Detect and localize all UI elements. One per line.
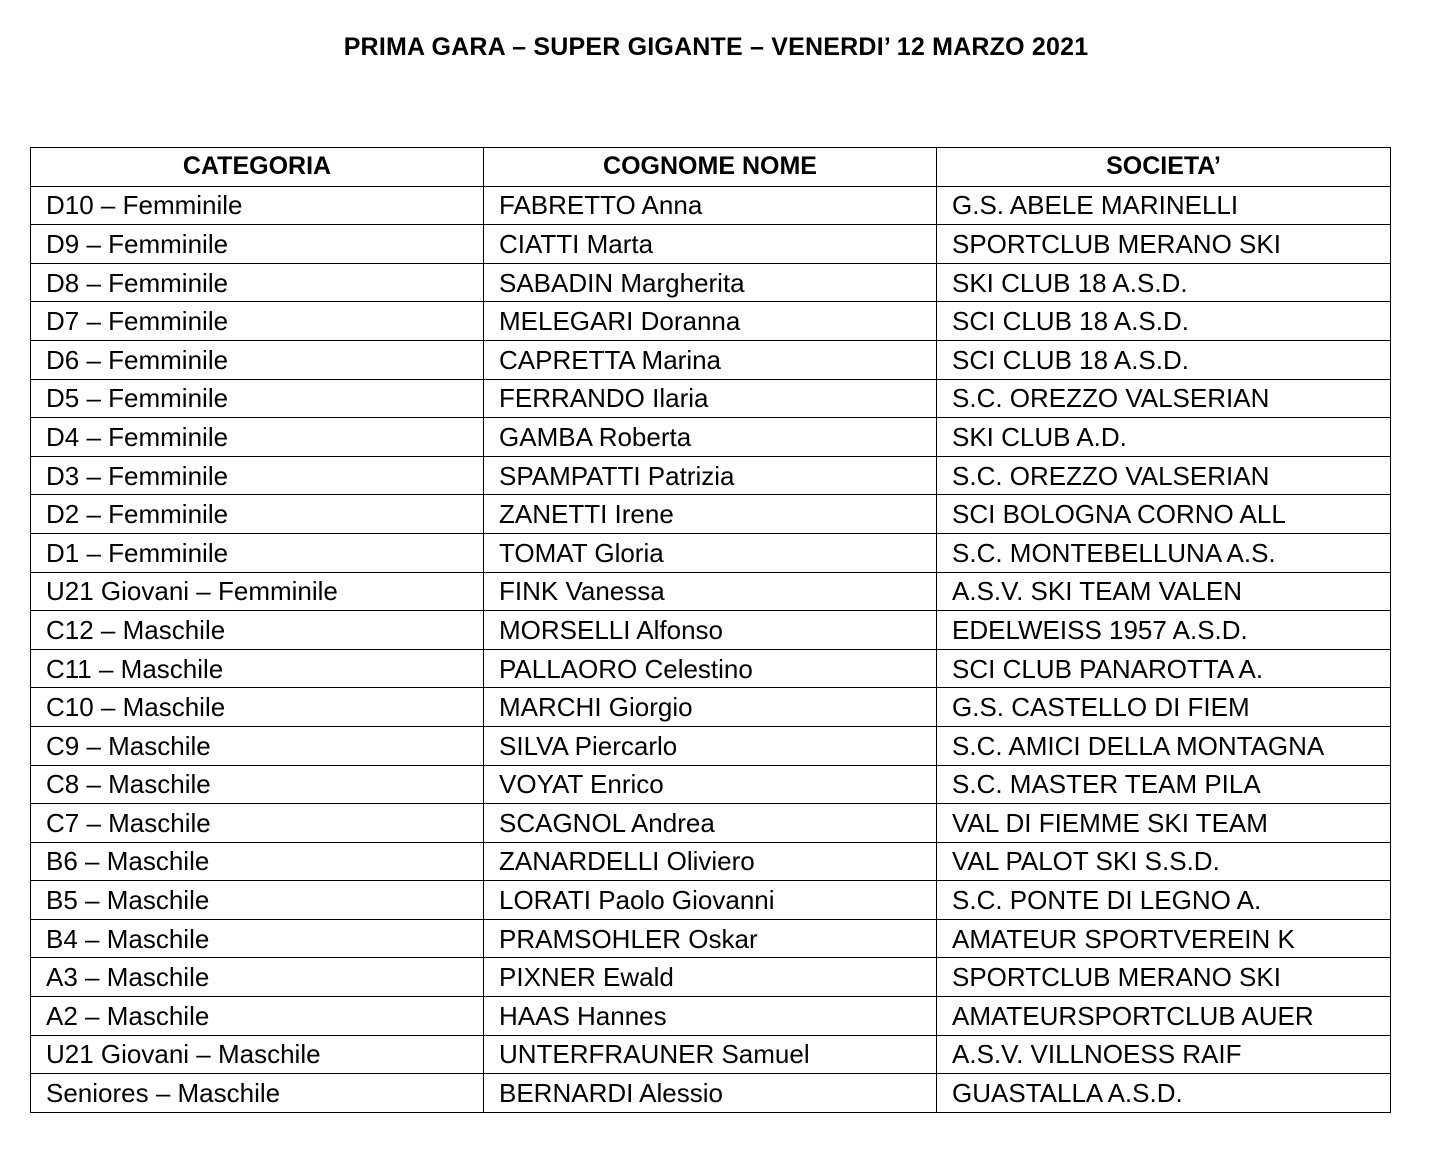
club-cell: S.C. PONTE DI LEGNO A. bbox=[937, 881, 1391, 920]
table-row bbox=[31, 649, 1391, 688]
table-row bbox=[31, 688, 1391, 727]
table-row bbox=[31, 533, 1391, 572]
category-cell: B6 – Maschile bbox=[31, 842, 484, 881]
athlete-name-cell: FABRETTO Anna bbox=[484, 186, 937, 225]
category-cell: D8 – Femminile bbox=[31, 263, 484, 302]
athlete-name-cell: SCAGNOL Andrea bbox=[484, 804, 937, 843]
athlete-name-cell: HAAS Hannes bbox=[484, 997, 937, 1036]
athlete-name-cell: MARCHI Giorgio bbox=[484, 688, 937, 727]
table-row bbox=[31, 1035, 1391, 1074]
table-row bbox=[31, 611, 1391, 650]
club-cell: S.C. AMICI DELLA MONTAGNA bbox=[937, 726, 1391, 765]
table-row bbox=[31, 186, 1391, 225]
category-cell: D9 – Femminile bbox=[31, 225, 484, 264]
category-cell: A3 – Maschile bbox=[31, 958, 484, 997]
club-cell: S.C. MONTEBELLUNA A.S. bbox=[937, 533, 1391, 572]
table-body bbox=[31, 186, 1391, 1112]
table-row bbox=[31, 379, 1391, 418]
club-cell: A.S.V. VILLNOESS RAIF bbox=[937, 1035, 1391, 1074]
athlete-name-cell: SILVA Piercarlo bbox=[484, 726, 937, 765]
table-row bbox=[31, 263, 1391, 302]
athlete-name-cell: MELEGARI Doranna bbox=[484, 302, 937, 341]
results-table bbox=[30, 147, 1391, 1113]
club-cell: G.S. ABELE MARINELLI bbox=[937, 186, 1391, 225]
category-cell: Seniores – Maschile bbox=[31, 1074, 484, 1113]
table-header-row bbox=[31, 148, 1391, 187]
category-cell: D5 – Femminile bbox=[31, 379, 484, 418]
category-cell: D2 – Femminile bbox=[31, 495, 484, 534]
category-cell: D1 – Femminile bbox=[31, 533, 484, 572]
club-cell: AMATEUR SPORTVEREIN K bbox=[937, 919, 1391, 958]
club-cell: SKI CLUB A.D. bbox=[937, 418, 1391, 457]
table-row bbox=[31, 958, 1391, 997]
athlete-name-cell: FERRANDO Ilaria bbox=[484, 379, 937, 418]
club-cell: EDELWEISS 1957 A.S.D. bbox=[937, 611, 1391, 650]
athlete-name-cell: TOMAT Gloria bbox=[484, 533, 937, 572]
category-cell: D4 – Femminile bbox=[31, 418, 484, 457]
column-header-cognome-nome: COGNOME NOME bbox=[484, 148, 937, 187]
table-row bbox=[31, 418, 1391, 457]
table-row bbox=[31, 495, 1391, 534]
table-row bbox=[31, 997, 1391, 1036]
athlete-name-cell: BERNARDI Alessio bbox=[484, 1074, 937, 1113]
page-title: PRIMA GARA – SUPER GIGANTE – VENERDI’ 12 MARZO 2021 bbox=[343, 33, 1089, 61]
table-row bbox=[31, 340, 1391, 379]
category-cell: D3 – Femminile bbox=[31, 456, 484, 495]
club-cell: SCI CLUB 18 A.S.D. bbox=[937, 302, 1391, 341]
club-cell: G.S. CASTELLO DI FIEM bbox=[937, 688, 1391, 727]
table-row bbox=[31, 572, 1391, 611]
club-cell: S.C. OREZZO VALSERIAN bbox=[937, 456, 1391, 495]
category-cell: B5 – Maschile bbox=[31, 881, 484, 920]
table-row bbox=[31, 804, 1391, 843]
table-row bbox=[31, 726, 1391, 765]
category-cell: C8 – Maschile bbox=[31, 765, 484, 804]
column-header-societa: SOCIETA’ bbox=[937, 148, 1391, 187]
athlete-name-cell: ZANARDELLI Oliviero bbox=[484, 842, 937, 881]
athlete-name-cell: FINK Vanessa bbox=[484, 572, 937, 611]
table-row bbox=[31, 1074, 1391, 1113]
club-cell: SCI CLUB PANAROTTA A. bbox=[937, 649, 1391, 688]
category-cell: D10 – Femminile bbox=[31, 186, 484, 225]
athlete-name-cell: CIATTI Marta bbox=[484, 225, 937, 264]
table-row bbox=[31, 765, 1391, 804]
table-row bbox=[31, 881, 1391, 920]
table-row bbox=[31, 302, 1391, 341]
athlete-name-cell: SPAMPATTI Patrizia bbox=[484, 456, 937, 495]
club-cell: GUASTALLA A.S.D. bbox=[937, 1074, 1391, 1113]
athlete-name-cell: MORSELLI Alfonso bbox=[484, 611, 937, 650]
athlete-name-cell: CAPRETTA Marina bbox=[484, 340, 937, 379]
athlete-name-cell: LORATI Paolo Giovanni bbox=[484, 881, 937, 920]
club-cell: SCI BOLOGNA CORNO ALL bbox=[937, 495, 1391, 534]
table-row bbox=[31, 456, 1391, 495]
club-cell: SPORTCLUB MERANO SKI bbox=[937, 225, 1391, 264]
athlete-name-cell: VOYAT Enrico bbox=[484, 765, 937, 804]
athlete-name-cell: PRAMSOHLER Oskar bbox=[484, 919, 937, 958]
category-cell: D7 – Femminile bbox=[31, 302, 484, 341]
club-cell: S.C. MASTER TEAM PILA bbox=[937, 765, 1391, 804]
category-cell: U21 Giovani – Maschile bbox=[31, 1035, 484, 1074]
athlete-name-cell: ZANETTI Irene bbox=[484, 495, 937, 534]
club-cell: VAL DI FIEMME SKI TEAM bbox=[937, 804, 1391, 843]
club-cell: SCI CLUB 18 A.S.D. bbox=[937, 340, 1391, 379]
club-cell: S.C. OREZZO VALSERIAN bbox=[937, 379, 1391, 418]
athlete-name-cell: SABADIN Margherita bbox=[484, 263, 937, 302]
athlete-name-cell: UNTERFRAUNER Samuel bbox=[484, 1035, 937, 1074]
table-row bbox=[31, 919, 1391, 958]
athlete-name-cell: PIXNER Ewald bbox=[484, 958, 937, 997]
category-cell: D6 – Femminile bbox=[31, 340, 484, 379]
category-cell: A2 – Maschile bbox=[31, 997, 484, 1036]
column-header-categoria: CATEGORIA bbox=[31, 148, 484, 187]
club-cell: AMATEURSPORTCLUB AUER bbox=[937, 997, 1391, 1036]
category-cell: C10 – Maschile bbox=[31, 688, 484, 727]
category-cell: C12 – Maschile bbox=[31, 611, 484, 650]
club-cell: SKI CLUB 18 A.S.D. bbox=[937, 263, 1391, 302]
category-cell: C7 – Maschile bbox=[31, 804, 484, 843]
club-cell: SPORTCLUB MERANO SKI bbox=[937, 958, 1391, 997]
athlete-name-cell: GAMBA Roberta bbox=[484, 418, 937, 457]
category-cell: B4 – Maschile bbox=[31, 919, 484, 958]
category-cell: C11 – Maschile bbox=[31, 649, 484, 688]
club-cell: VAL PALOT SKI S.S.D. bbox=[937, 842, 1391, 881]
table-row bbox=[31, 842, 1391, 881]
club-cell: A.S.V. SKI TEAM VALEN bbox=[937, 572, 1391, 611]
category-cell: C9 – Maschile bbox=[31, 726, 484, 765]
table-row bbox=[31, 225, 1391, 264]
category-cell: U21 Giovani – Femminile bbox=[31, 572, 484, 611]
athlete-name-cell: PALLAORO Celestino bbox=[484, 649, 937, 688]
